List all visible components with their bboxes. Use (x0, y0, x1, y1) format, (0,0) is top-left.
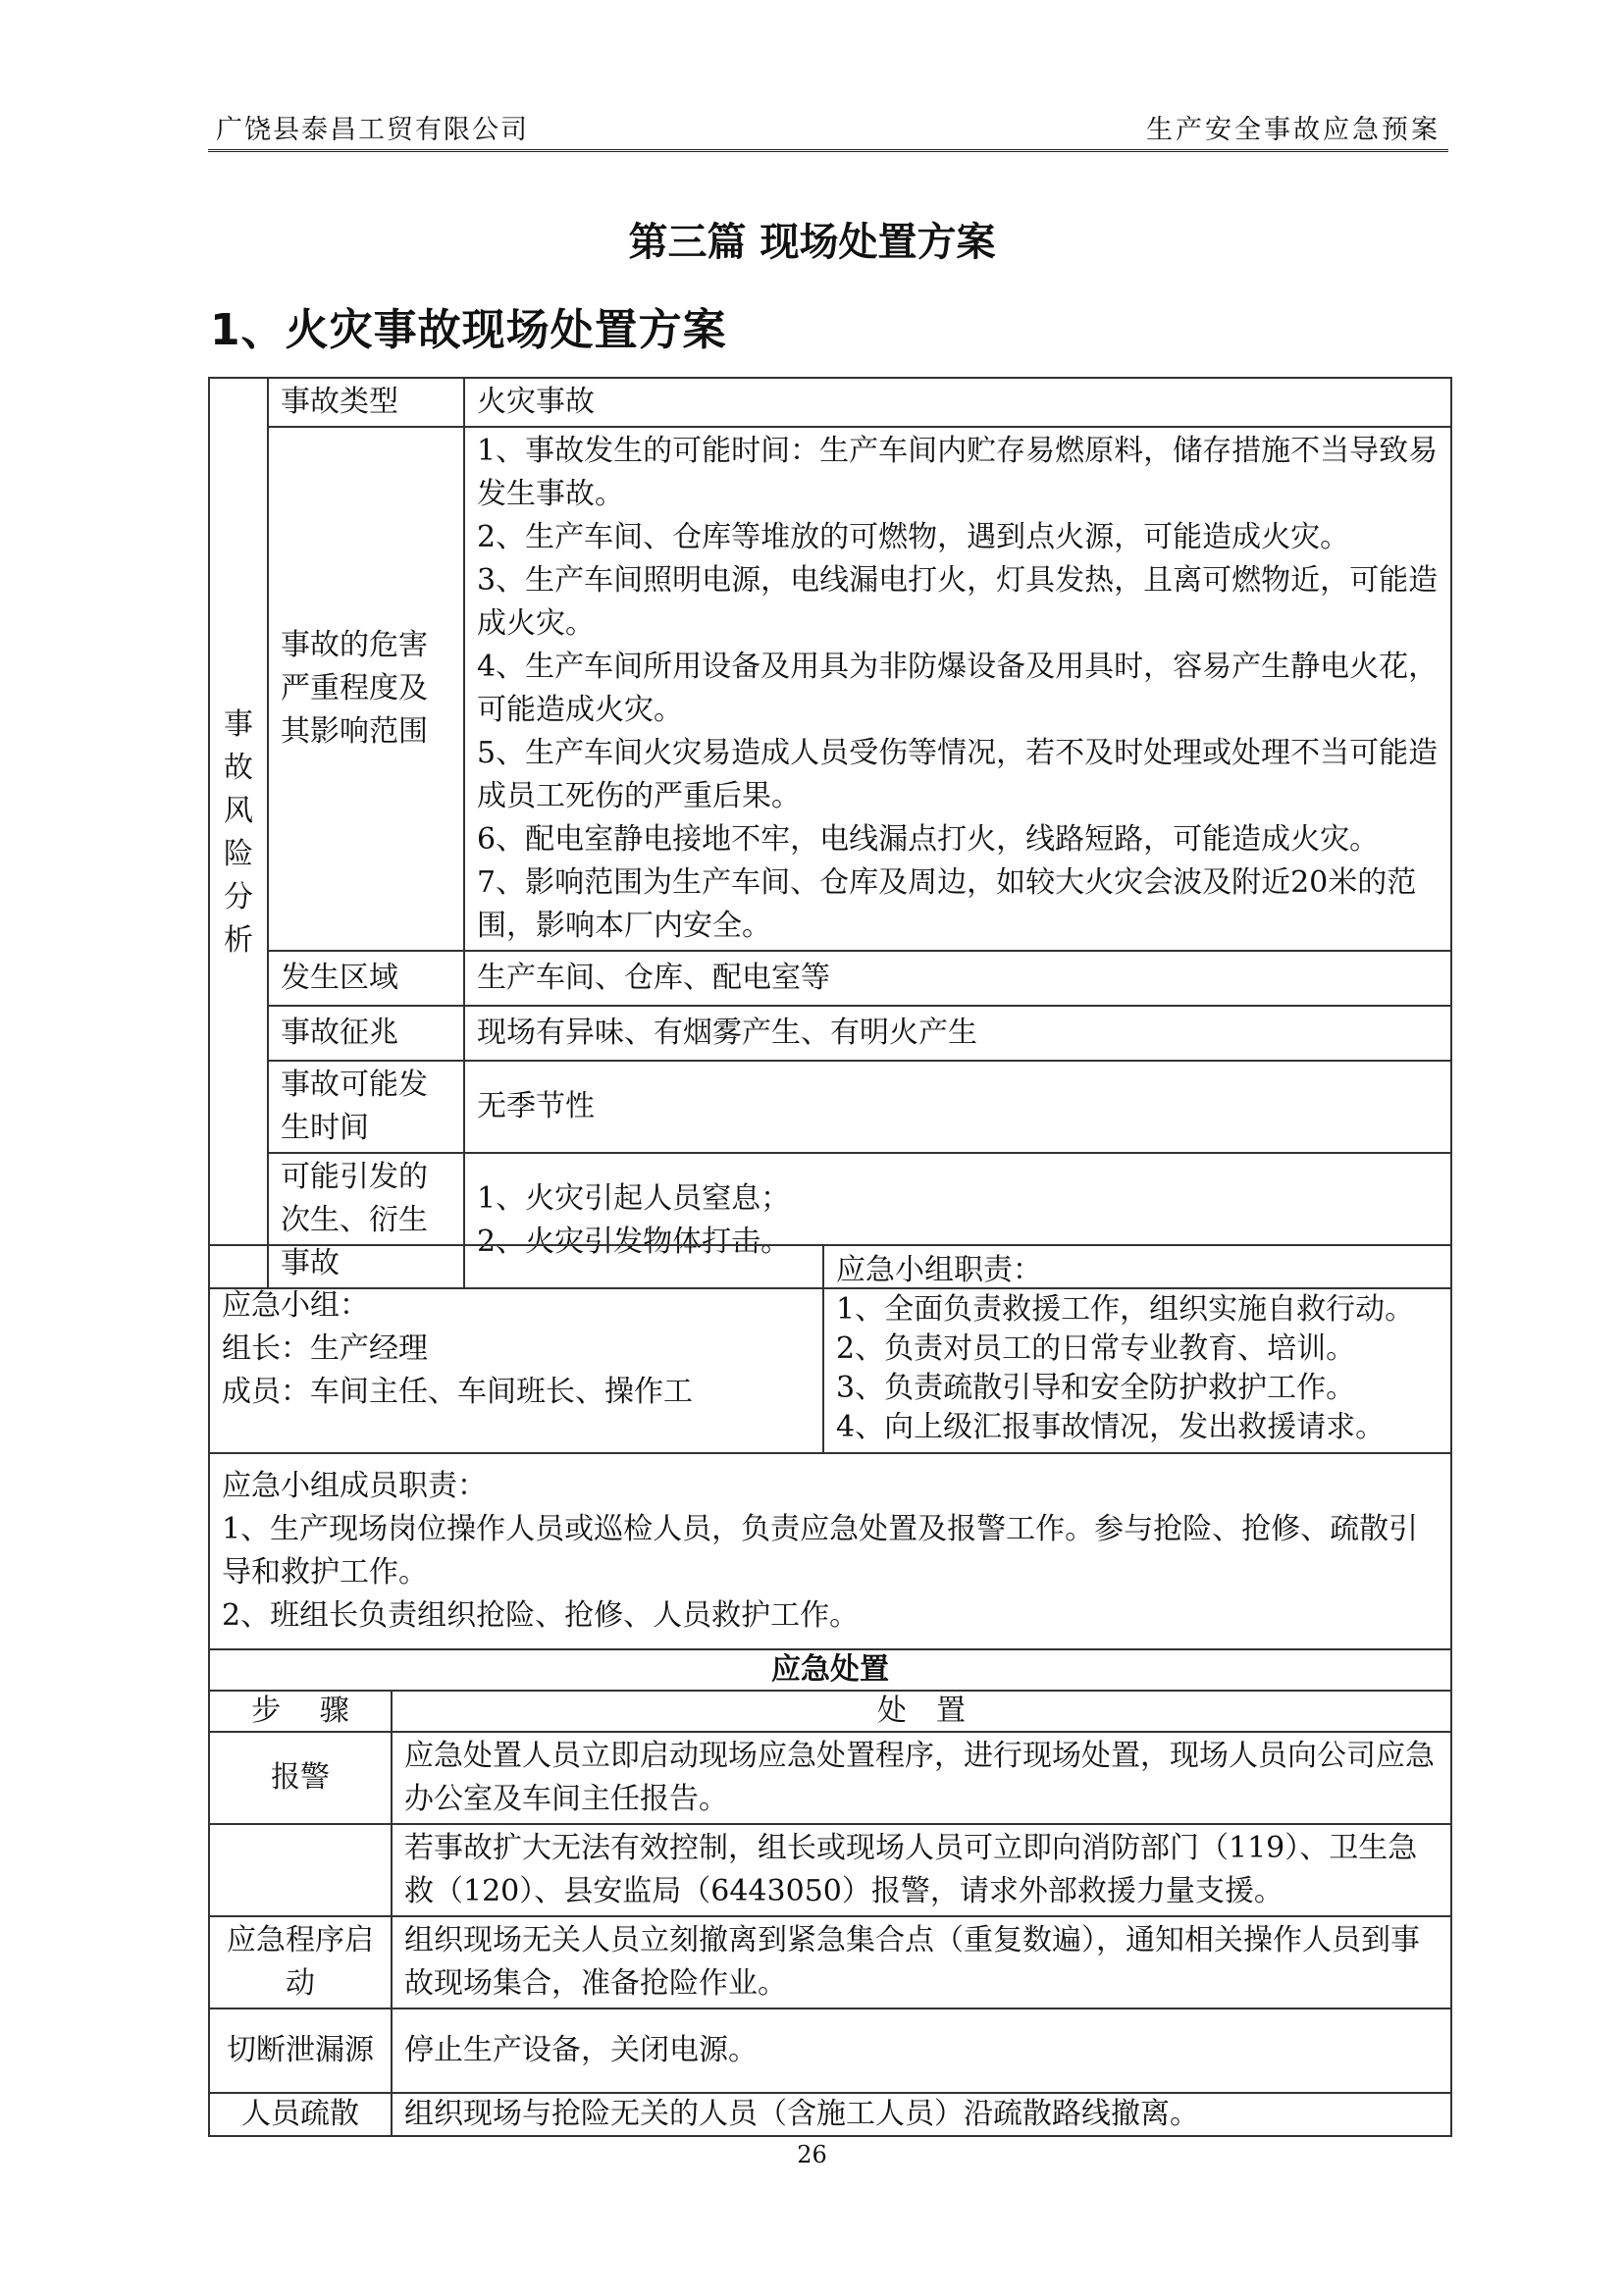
table-row (209, 2093, 1451, 2136)
table-row (209, 1453, 1451, 1649)
step-cell: 应急程序启动 (209, 1916, 392, 2008)
section-title: 1、火灾事故现场处置方案 (210, 305, 727, 355)
team-heading: 应急小组： (222, 1288, 369, 1323)
action-cell: 停止生产设备，关闭电源。 (392, 2008, 1451, 2093)
company-name: 广饶县泰昌工贸有限公司 (216, 115, 529, 145)
list-item: 4、向上级汇报事故情况，发出救援请求。 (836, 1410, 1386, 1444)
row-content: 生产车间、仓库、配电室等 (464, 951, 1451, 1006)
row-label: 事故征兆 (268, 1006, 464, 1061)
list-item: 1、火灾引起人员窒息； (477, 1181, 791, 1216)
team-composition (209, 1245, 823, 1453)
emergency-response-table (208, 1648, 1452, 2137)
row-content: 现场有异味、有烟雾产生、有明火产生 (464, 1006, 1451, 1061)
row-content (464, 427, 1451, 951)
row-content: 无季节性 (464, 1061, 1451, 1153)
action-cell: 组织现场无关人员立刻撤离到紧急集合点（重复数遍），通知相关操作人员到事故现场集合，准备抢险作业。 (392, 1916, 1451, 2008)
row-label: 可能引发的次生、衍生事故 (268, 1153, 464, 1288)
member-duties-heading: 应急小组成员职责： (222, 1469, 487, 1503)
response-heading: 应急处置 (209, 1649, 1451, 1691)
table-row (209, 1649, 1451, 1691)
row-label: 事故的危害严重程度及其影响范围 (268, 427, 464, 951)
column-header-step: 步 骤 (209, 1691, 392, 1732)
page-header (208, 106, 1448, 152)
list-item: 2、生产车间、仓库等堆放的可燃物，遇到点火源，可能造成火灾。 (477, 520, 1350, 554)
table-row (209, 2008, 1451, 2093)
emergency-team-table (208, 1244, 1452, 1650)
list-item: 5、生产车间火灾易造成人员受伤等情况，若不及时处理或处理不当可能造成员工死伤的严重后果。 (477, 736, 1439, 813)
team-members: 成员：车间主任、车间班长、操作工 (222, 1375, 693, 1409)
table-row (209, 1916, 1451, 2008)
list-item: 2、负责对员工的日常专业教育、培训。 (836, 1331, 1356, 1366)
list-item: 7、影响范围为生产车间、仓库及周边，如较大火灾会波及附近20米的范围，影响本厂内安全。 (477, 865, 1417, 943)
row-label: 事故类型 (268, 378, 464, 427)
table-row (209, 1006, 1451, 1061)
action-cell: 应急处置人员立即启动现场应急处置程序，进行现场处置，现场人员向公司应急办公室及车间主任报告。 (392, 1732, 1451, 1824)
risk-group-label: 事故风险分析 (209, 378, 268, 1288)
row-label: 发生区域 (268, 951, 464, 1006)
table-row (209, 427, 1451, 951)
list-item: 2、班组长负责组织抢险、抢修、人员救护工作。 (222, 1598, 860, 1633)
document-title: 生产安全事故应急预案 (1146, 115, 1441, 145)
table-row (209, 1245, 1451, 1453)
action-cell: 若事故扩大无法有效控制，组长或现场人员可立即向消防部门（119）、卫生急救（120）、县安监局（6443050）报警，请求外部救援力量支援。 (392, 1824, 1451, 1916)
team-leader: 组长：生产经理 (222, 1331, 428, 1366)
column-header-action: 处 置 (392, 1691, 1451, 1732)
page-number: 26 (797, 2141, 827, 2168)
action-cell: 组织现场与抢险无关的人员（含施工人员）沿疏散路线撤离。 (392, 2093, 1451, 2136)
table-row (209, 378, 1451, 427)
step-cell: 报警 (209, 1732, 392, 1824)
list-item: 4、生产车间所用设备及用具为非防爆设备及用具时，容易产生静电火花，可能造成火灾。 (477, 650, 1439, 727)
row-label: 事故可能发生时间 (268, 1061, 464, 1153)
member-duties (209, 1453, 1451, 1649)
list-item: 1、全面负责救援工作，组织实施自救行动。 (836, 1292, 1415, 1327)
table-row (209, 1732, 1451, 1824)
list-item: 2、火灾引发物体打击。 (477, 1225, 791, 1259)
list-item: 3、负责疏散引导和安全防护救护工作。 (836, 1371, 1356, 1405)
step-cell: 人员疏散 (209, 2093, 392, 2136)
list-item: 1、事故发生的可能时间：生产车间内贮存易燃原料，储存措施不当导致易发生事故。 (477, 434, 1439, 511)
part-title: 第三篇 现场处置方案 (628, 220, 996, 265)
list-item: 6、配电室静电接地不牢，电线漏点打火，线路短路，可能造成火灾。 (477, 822, 1380, 857)
table-row (209, 1691, 1451, 1732)
table-row (209, 951, 1451, 1006)
team-duties (823, 1245, 1451, 1453)
duties-heading: 应急小组职责： (836, 1253, 1042, 1287)
table-row (209, 1824, 1451, 1916)
table-row (209, 1061, 1451, 1153)
row-content: 火灾事故 (464, 378, 1451, 427)
step-cell (209, 1824, 392, 1916)
step-cell: 切断泄漏源 (209, 2008, 392, 2093)
risk-analysis-table (208, 377, 1452, 1289)
list-item: 1、生产现场岗位操作人员或巡检人员，负责应急处置及报警工作。参与抢险、抢修、疏散引导和救护工作。 (222, 1512, 1419, 1590)
list-item: 3、生产车间照明电源，电线漏电打火，灯具发热，且离可燃物近，可能造成火灾。 (477, 563, 1439, 641)
